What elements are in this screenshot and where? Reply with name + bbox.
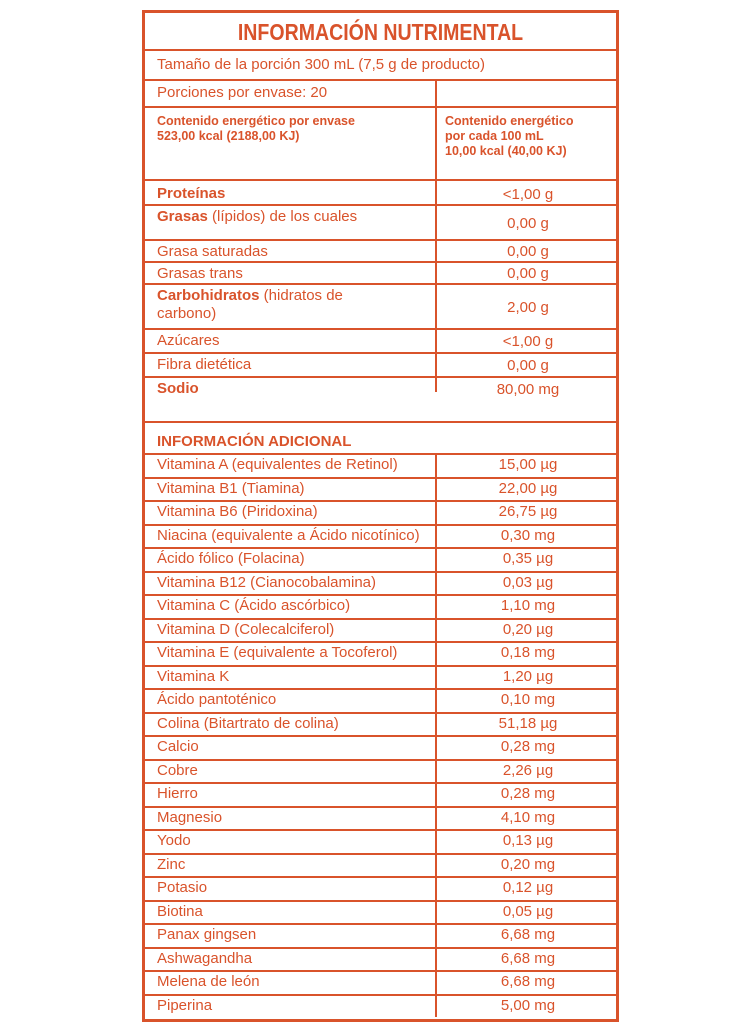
column-divider <box>435 79 437 179</box>
additional-name: Magnesio <box>157 808 223 826</box>
divider <box>145 806 616 808</box>
nutrient-name-text: (hidratos de <box>259 287 343 304</box>
serving-size: Tamaño de la porción 300 mL (7,5 g de producto) <box>157 56 485 73</box>
additional-name: Ashwagandha <box>157 949 253 967</box>
additional-name: Calcio <box>157 738 199 755</box>
divider <box>145 79 616 81</box>
additional-value: 6,68 mg <box>500 926 556 943</box>
nutrient-name-text: Azúcares <box>157 332 220 349</box>
divider <box>145 477 616 479</box>
nutrient-name-text: Grasa saturadas <box>157 243 268 260</box>
divider <box>145 735 616 737</box>
divider <box>145 352 616 354</box>
additional-value: 0,20 mg <box>500 855 556 873</box>
divider <box>145 204 616 206</box>
additional-name: Colina (Bitartrato de colina) <box>157 714 339 732</box>
divider <box>145 571 616 573</box>
nutrient-name-line2: carbono) <box>157 305 217 322</box>
additional-name: Vitamina B6 (Piridoxina) <box>157 503 318 520</box>
divider <box>145 376 616 378</box>
divider <box>145 641 616 643</box>
additional-name: Vitamina B1 (Tiamina) <box>157 479 305 497</box>
energy-100ml-line3: 10,00 kcal (40,00 KJ) <box>445 144 567 158</box>
nutrient-value: 2,00 g <box>507 298 549 316</box>
divider <box>145 994 616 996</box>
additional-value: 1,20 µg <box>502 667 554 685</box>
additional-name: Niacina (equivalente a Ácido nicotínico) <box>157 526 420 544</box>
additional-name: Vitamina E (equivalente a Tocoferol) <box>157 644 398 661</box>
divider <box>145 106 616 108</box>
additional-value: 5,00 mg <box>500 996 556 1014</box>
additional-value: 0,10 mg <box>500 691 556 708</box>
energy-per-100ml <box>445 114 615 159</box>
divider <box>145 923 616 925</box>
additional-name: Ácido fólico (Folacina) <box>157 550 305 567</box>
additional-value: 0,05 µg <box>502 902 554 920</box>
additional-name: Potasio <box>157 879 208 896</box>
additional-header: INFORMACIÓN ADICIONAL <box>157 433 352 450</box>
nutrient-name-bold: Grasas <box>157 208 208 225</box>
divider <box>145 712 616 714</box>
additional-name: Melena de león <box>157 973 260 990</box>
additional-value: 2,26 µg <box>502 761 554 779</box>
additional-value: 4,10 mg <box>500 808 556 826</box>
divider <box>145 947 616 949</box>
label-title: INFORMACIÓN NUTRIMENTAL <box>237 19 524 45</box>
additional-name: Vitamina C (Ácido ascórbico) <box>157 597 351 614</box>
additional-name: Cobre <box>157 761 198 779</box>
additional-value: 0,13 µg <box>502 832 554 849</box>
additional-name: Vitamina B12 (Cianocobalamina) <box>157 573 377 591</box>
divider <box>145 49 616 51</box>
divider <box>145 453 616 455</box>
additional-value: 1,10 mg <box>500 597 556 614</box>
nutrient-name <box>157 185 427 203</box>
divider <box>145 594 616 596</box>
nutrient-name-bold: Proteínas <box>157 185 226 202</box>
nutrient-name <box>157 287 427 323</box>
nutrient-value: <1,00 g <box>502 333 554 350</box>
energy-100ml-line1: Contenido energético <box>445 114 574 128</box>
servings-per-container: Porciones por envase: 20 <box>157 84 328 101</box>
energy-container-line2: 523,00 kcal (2188,00 KJ) <box>157 129 300 143</box>
additional-name: Hierro <box>157 785 198 802</box>
nutrient-name <box>157 332 427 350</box>
nutrient-name <box>157 380 427 398</box>
additional-value: 0,28 mg <box>500 738 556 755</box>
additional-value: 22,00 µg <box>498 479 558 497</box>
divider <box>145 829 616 831</box>
additional-name: Yodo <box>157 832 191 849</box>
divider <box>145 179 616 181</box>
nutrient-value: <1,00 g <box>502 185 554 203</box>
energy-per-container <box>157 114 427 144</box>
additional-value: 51,18 µg <box>498 714 558 732</box>
nutrient-name <box>157 265 427 283</box>
additional-name: Biotina <box>157 902 203 920</box>
nutrient-name-text: (lípidos) de los cuales <box>207 208 358 225</box>
energy-container-line1: Contenido energético por envase <box>157 114 355 128</box>
nutrient-name <box>157 208 427 226</box>
nutrient-value: 0,00 g <box>507 243 549 260</box>
divider <box>145 759 616 761</box>
divider <box>145 618 616 620</box>
divider <box>145 261 616 263</box>
additional-value: 0,35 µg <box>502 550 554 567</box>
nutrient-value: 0,00 g <box>507 214 549 232</box>
energy-100ml-line2: por cada 100 mL <box>445 129 544 143</box>
divider <box>145 500 616 502</box>
divider <box>145 421 616 423</box>
divider <box>145 283 616 285</box>
additional-value: 26,75 µg <box>498 503 558 520</box>
divider <box>145 328 616 330</box>
additional-value: 0,30 mg <box>500 526 556 544</box>
additional-value: 0,12 µg <box>502 879 554 896</box>
nutrition-label <box>142 10 619 1022</box>
additional-value: 0,28 mg <box>500 785 556 802</box>
divider <box>145 239 616 241</box>
additional-name: Vitamina A (equivalentes de Retinol) <box>157 456 398 473</box>
additional-value: 6,68 mg <box>500 973 556 990</box>
additional-value: 0,20 µg <box>502 620 554 638</box>
additional-name: Vitamina D (Colecalciferol) <box>157 620 335 638</box>
divider <box>145 853 616 855</box>
divider <box>145 782 616 784</box>
nutrient-name-bold: Sodio <box>157 380 199 397</box>
nutrient-name <box>157 243 427 261</box>
nutrient-value: 80,00 mg <box>496 381 560 398</box>
nutrient-name-text: Grasas trans <box>157 265 243 282</box>
additional-value: 0,18 mg <box>500 644 556 661</box>
divider <box>145 688 616 690</box>
additional-name: Zinc <box>157 855 186 873</box>
divider <box>145 876 616 878</box>
divider <box>145 547 616 549</box>
additional-name: Ácido pantoténico <box>157 691 277 708</box>
nutrient-name-bold: Carbohidratos <box>157 287 260 304</box>
divider <box>145 665 616 667</box>
additional-name: Piperina <box>157 996 213 1014</box>
additional-name: Panax gingsen <box>157 926 257 943</box>
nutrient-value: 0,00 g <box>507 265 549 282</box>
additional-value: 0,03 µg <box>502 573 554 591</box>
divider <box>145 900 616 902</box>
nutrient-name <box>157 356 427 374</box>
divider <box>145 524 616 526</box>
additional-value: 6,68 mg <box>500 949 556 967</box>
additional-value: 15,00 µg <box>498 456 558 473</box>
additional-name: Vitamina K <box>157 667 230 685</box>
divider <box>145 970 616 972</box>
nutrient-name-text: Fibra dietética <box>157 356 252 373</box>
nutrient-value: 0,00 g <box>507 357 549 374</box>
column-divider <box>435 181 437 392</box>
